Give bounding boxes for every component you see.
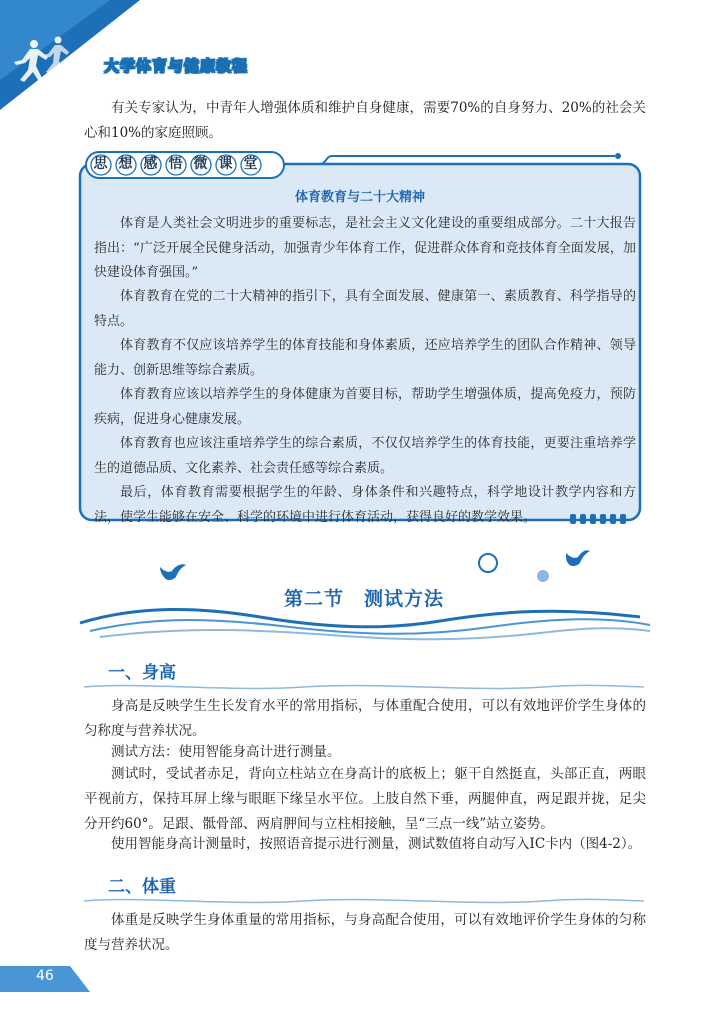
label-char: 课 xyxy=(218,156,233,172)
label-char: 悟 xyxy=(168,156,183,172)
box-paragraph: 体育教育不仅应该培养学生的体育技能和身体素质，还应培养学生的团队合作精神、领导能力、创新思维等综合素质。 xyxy=(94,338,636,378)
label-char: 想 xyxy=(118,156,133,172)
book-title: 大学体育与健康教程 xyxy=(104,57,249,75)
subsection-heading-weight: 二、体重 xyxy=(108,877,176,897)
body-paragraph: 身高是反映学生生长发育水平的常用指标，与体重配合使用，可以有效地评价学生身体的匀称度与营养状况。 xyxy=(84,698,646,739)
circle-dot-decoration xyxy=(537,570,549,582)
ideology-box-label xyxy=(89,153,262,177)
box-paragraph: 体育教育应该以培养学生的身体健康为首要目标，帮助学生增强体质，提高免疫力，预防疾病，促进身心健康发展。 xyxy=(94,387,636,427)
subsection-underline xyxy=(84,894,644,908)
label-char: 感 xyxy=(143,156,158,172)
circle-outline-decoration xyxy=(479,554,497,572)
body-paragraph: 使用智能身高计测量时，按照语音提示进行测量，测试数值将自动写入IC卡内（图4-2）。 xyxy=(111,836,642,852)
subsection-heading-height: 一、身高 xyxy=(108,663,176,683)
section-title: 第二节 测试方法 xyxy=(283,588,444,610)
subsection-underline xyxy=(84,680,644,694)
box-paragraph: 最后，体育教育需要根据学生的年龄、身体条件和兴趣特点，科学地设计教学内容和方法，使学生能够在安全、科学的环境中进行体育活动，获得良好的教学效果。 xyxy=(94,485,636,525)
box-paragraph: 体育是人类社会文明进步的重要标志，是社会主义文化建设的重要组成部分。二十大报告指出：“广泛开展全民健身活动，加强青少年体育工作，促进群众体育和竞技体育全面发展，加快建设体育强国。” xyxy=(94,216,636,280)
label-char: 堂 xyxy=(243,156,258,172)
page-number: 46 xyxy=(36,968,54,984)
bird-icon xyxy=(160,564,186,580)
body-paragraph: 测试方法：使用智能身高计进行测量。 xyxy=(111,744,341,760)
box-paragraph: 体育教育也应该注重培养学生的综合素质，不仅仅培养学生的体育技能，更要注重培养学生的道德品质、文化素养、社会责任感等综合素质。 xyxy=(94,436,636,476)
label-char: 微 xyxy=(193,156,208,172)
ideology-box-title: 体育教育与二十大精神 xyxy=(294,190,425,205)
bird-icon xyxy=(566,550,590,566)
body-paragraph: 体重是反映学生身体重量的常用指标，与身高配合使用，可以有效地评价学生身体的匀称度与营养状况。 xyxy=(84,912,646,953)
box-paragraph: 体育教育在党的二十大精神的指引下，具有全面发展、健康第一、素质教育、科学指导的特点。 xyxy=(94,289,636,329)
intro-paragraph: 有关专家认为，中青年人增强体质和维护自身健康，需要70%的自身努力、20%的社会关心和10%的家庭照顾。 xyxy=(84,100,646,141)
label-char: 思 xyxy=(93,156,108,172)
body-paragraph: 测试时，受试者赤足，背向立柱站立在身高计的底板上；躯干自然挺直，头部正直，两眼平视前方，保持耳屏上缘与眼眶下缘呈水平位。上肢自然下垂，两腿伸直，两足跟并拢，足尖分开约60°。足跟、骶骨部、两肩胛间与立柱相接触，呈“三点一线”站立姿势。 xyxy=(84,766,646,832)
